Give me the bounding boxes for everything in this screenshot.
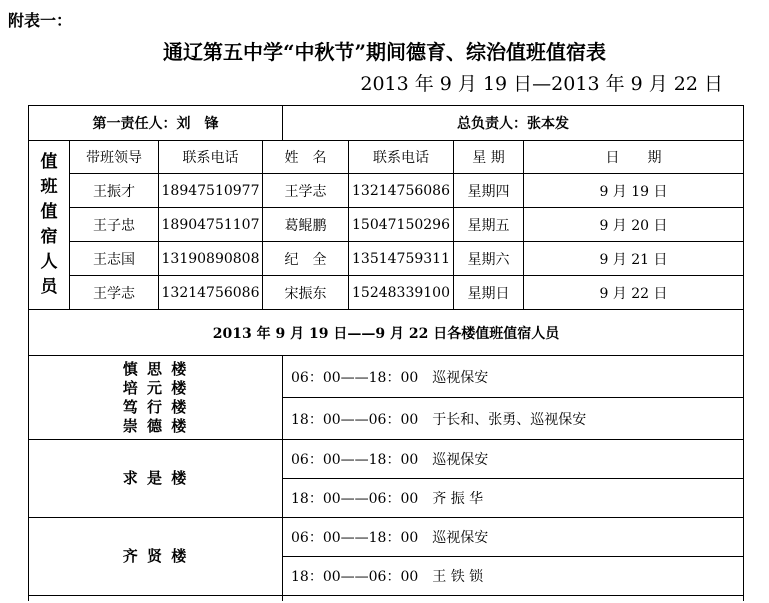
building-name: 求 是 楼 — [29, 440, 283, 518]
column-header: 联系电话 — [349, 141, 454, 174]
shift-day: 06：00——18：00 巡视保安 — [283, 356, 744, 398]
staff-name: 葛鲲鹏 — [263, 208, 349, 242]
duty-side-label: 值 班 值 宿 人 员 — [29, 141, 70, 310]
shift-night: 18：00——06：00 于长和、张勇、巡视保安 — [283, 398, 744, 440]
weekday: 星期六 — [454, 242, 524, 276]
date-range: 2013 年 9 月 19 日—2013 年 9 月 22 日 — [360, 73, 723, 95]
shift-day: 06：00——18：00 巡视保安 — [283, 518, 744, 557]
date: 9 月 20 日 — [524, 208, 744, 242]
shift-night: 18：00——06：00 王 铁 锁 — [283, 557, 744, 596]
weekday: 星期日 — [454, 276, 524, 310]
column-header: 带班领导 — [70, 141, 159, 174]
building-name: 齐 贤 楼 — [29, 518, 283, 596]
building-name: 慎 思 楼 培 元 楼 笃 行 楼 崇 德 楼 — [29, 356, 283, 440]
leader-name: 王学志 — [70, 276, 159, 310]
table-row — [29, 276, 744, 310]
staff-phone: 15248339100 — [349, 276, 454, 310]
leader-name: 王振才 — [70, 174, 159, 208]
table-continuation — [283, 596, 744, 602]
leader-name: 王志国 — [70, 242, 159, 276]
leader-phone: 18947510977 — [159, 174, 263, 208]
date: 9 月 19 日 — [524, 174, 744, 208]
column-header: 姓 名 — [263, 141, 349, 174]
leader-name: 王子忠 — [70, 208, 159, 242]
leader-phone: 18904751107 — [159, 208, 263, 242]
shift-night: 18：00——06：00 齐 振 华 — [283, 479, 744, 518]
date: 9 月 22 日 — [524, 276, 744, 310]
leader-phone: 13190890808 — [159, 242, 263, 276]
column-header: 联系电话 — [159, 141, 263, 174]
staff-phone: 13214756086 — [349, 174, 454, 208]
weekday: 星期五 — [454, 208, 524, 242]
table-row — [29, 242, 744, 276]
weekday: 星期四 — [454, 174, 524, 208]
column-header: 日 期 — [524, 141, 744, 174]
duty-table — [28, 105, 744, 601]
table-row — [29, 174, 744, 208]
page-title: 通辽第五中学“中秋节”期间德育、综治值班值宿表 — [162, 40, 606, 64]
leader-phone: 13214756086 — [159, 276, 263, 310]
column-header: 星 期 — [454, 141, 524, 174]
staff-phone: 15047150296 — [349, 208, 454, 242]
date: 9 月 21 日 — [524, 242, 744, 276]
general-responsible: 总负责人：张本发 — [283, 106, 744, 141]
buildings-title: 2013 年 9 月 19 日——9 月 22 日各楼值班值宿人员 — [29, 310, 744, 356]
table-row — [29, 208, 744, 242]
shift-day: 06：00——18：00 巡视保安 — [283, 440, 744, 479]
table-continuation — [29, 596, 283, 602]
staff-name: 王学志 — [263, 174, 349, 208]
staff-name: 宋振东 — [263, 276, 349, 310]
staff-phone: 13514759311 — [349, 242, 454, 276]
first-responsible: 第一责任人：刘 锋 — [29, 106, 283, 141]
staff-name: 纪 全 — [263, 242, 349, 276]
attachment-label: 附表一： — [8, 11, 73, 30]
